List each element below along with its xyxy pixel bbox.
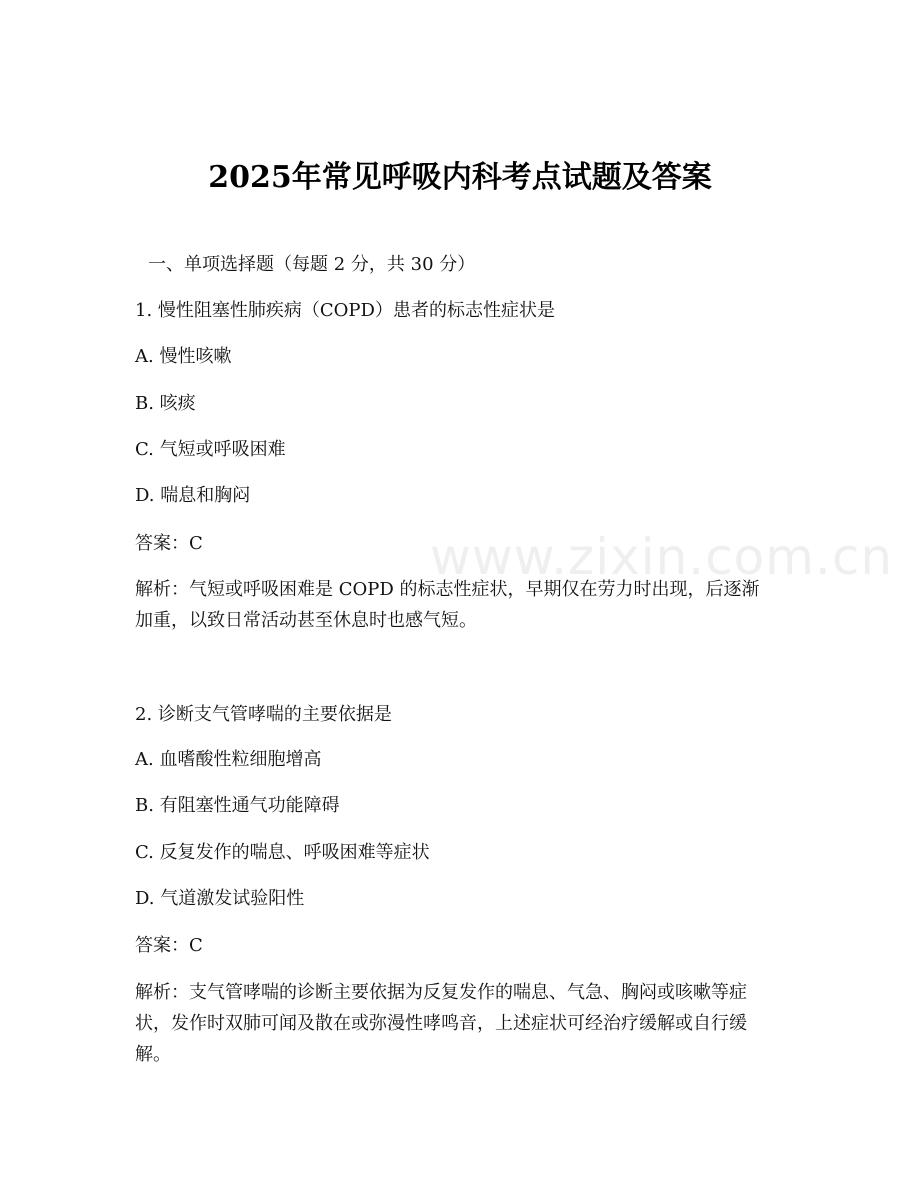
page-title: 2025年常见呼吸内科考点试题及答案 xyxy=(208,160,712,195)
question-2-option-c: C. 反复发作的喘息、呼吸困难等症状 xyxy=(135,842,430,863)
question-2-option-b: B. 有阻塞性通气功能障碍 xyxy=(135,795,340,816)
watermark: www.zixin.com.cn xyxy=(430,528,894,586)
question-2-option-a: A. 血嗜酸性粒细胞增高 xyxy=(135,749,322,770)
question-1-option-a: A. 慢性咳嗽 xyxy=(135,346,232,367)
section-heading: 一、单项选择题（每题 2 分，共 30 分） xyxy=(148,254,476,275)
question-1-option-b: B. 咳痰 xyxy=(135,393,196,414)
question-1-stem: 1. 慢性阻塞性肺疾病（COPD）患者的标志性症状是 xyxy=(135,300,555,321)
question-1-option-d: D. 喘息和胸闷 xyxy=(135,485,251,506)
question-2-stem: 2. 诊断支气管哮喘的主要依据是 xyxy=(135,704,392,725)
question-2-answer: 答案：C xyxy=(135,935,203,956)
question-2-option-d: D. 气道激发试验阳性 xyxy=(135,888,305,909)
question-2-analysis: 解析：支气管哮喘的诊断主要依据为反复发作的喘息、气急、胸闷或咳嗽等症状，发作时双肺可闻及散在或弥漫性哮鸣音，上述症状可经治疗缓解或自行缓解。 xyxy=(135,982,747,1065)
question-1-option-c: C. 气短或呼吸困难 xyxy=(135,439,286,460)
question-1-analysis: 解析：气短或呼吸困难是 COPD 的标志性症状，早期仅在劳力时出现，后逐渐加重，以致日常活动甚至休息时也感气短。 xyxy=(135,579,760,631)
question-1-answer: 答案：C xyxy=(135,533,203,554)
